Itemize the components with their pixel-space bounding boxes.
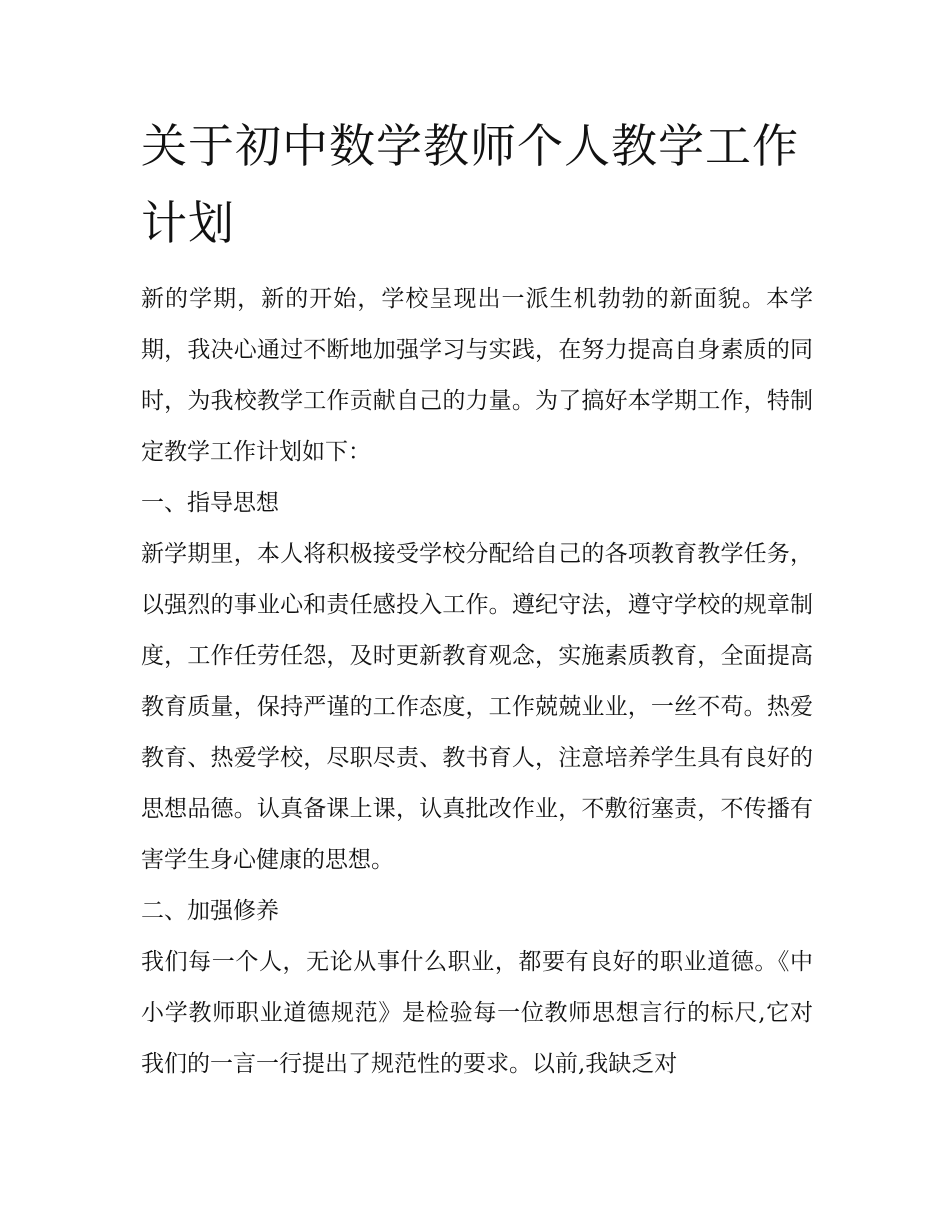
section-heading-guiding-thought: 一、指导思想 (141, 490, 279, 516)
paragraph-guiding-thought: 新学期里，本人将积极接受学校分配给自己的各项教育教学任务，以强烈的事业心和责任感投入工作。遵纪守法，遵守学校的规章制度，工作任劳任怨，及时更新教育观念，实施素质教育，全面提高教育质量，保持严谨的工作态度，工作兢兢业业，一丝不苟。热爱教育、热爱学校，尽职尽责、教书育人，注意培养学生具有良好的思想品德。认真备课上课，认真批改作业，不敷衍塞责，不传播有害学生身心健康的思想。 (141, 541, 813, 873)
document-page (141, 108, 813, 1090)
paragraph-cultivation: 我们每一个人，无论从事什么职业，都要有良好的职业道德。《中小学教师职业道德规范》是检验每一位教师思想言行的标尺,它对我们的一言一行提出了规范性的要求。以前,我缺乏对 (141, 949, 813, 1077)
paragraph-intro: 新的学期，新的开始，学校呈现出一派生机勃勃的新面貌。本学期，我决心通过不断地加强学习与实践，在努力提高自身素质的同时，为我校教学工作贡献自己的力量。为了搞好本学期工作，特制定教学工作计划如下： (141, 286, 813, 465)
document-body (141, 274, 813, 1090)
section-heading-cultivation: 二、加强修养 (141, 898, 279, 924)
document-title: 关于初中数学教师个人教学工作计划 (141, 119, 799, 250)
